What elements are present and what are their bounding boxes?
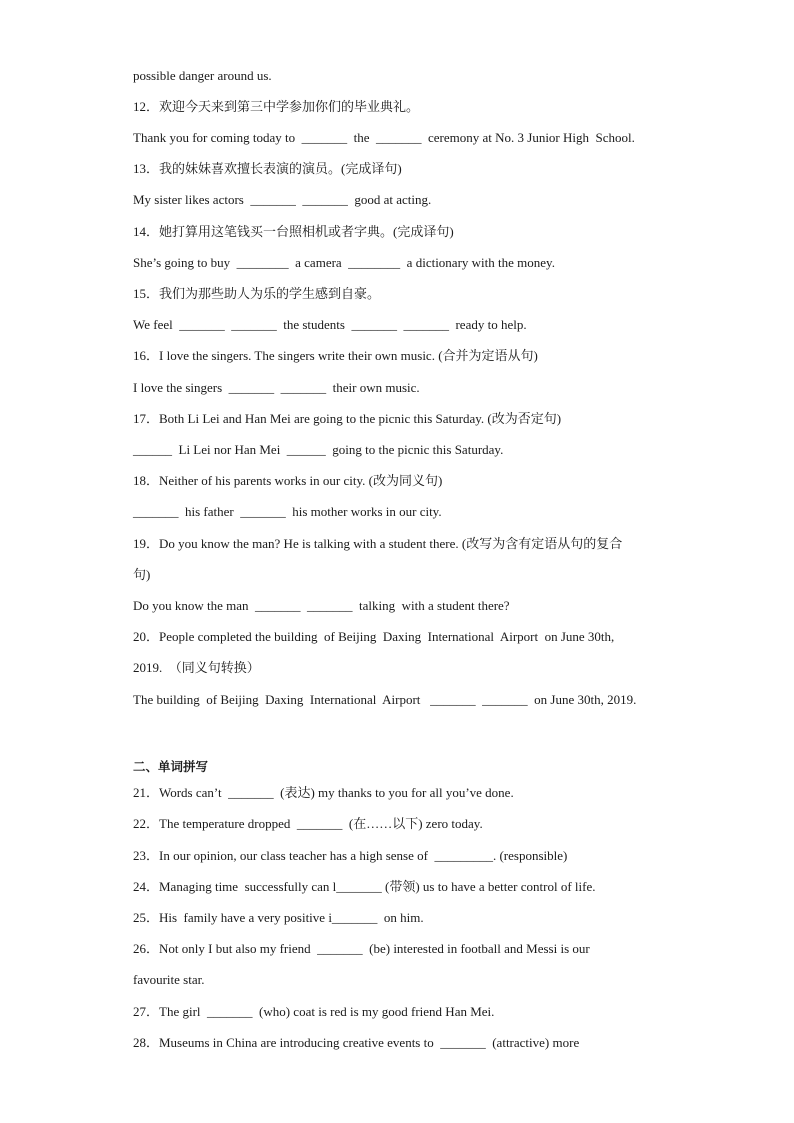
- answer-18: _______ his father _______ his mother works in our city.: [133, 504, 442, 519]
- question-13: 13．我的妹妹喜欢擅长表演的演员。(完成译句): [133, 161, 402, 176]
- answer-15: We feel _______ _______ the students _______ _______ ready to help.: [133, 317, 527, 332]
- question-12: 12．欢迎今天来到第三中学参加你们的毕业典礼。: [133, 99, 420, 114]
- question-18: 18．Neither of his parents works in our city. (改为同义句): [133, 473, 443, 488]
- question-22: 22．The temperature dropped _______ (在……以下) zero today.: [133, 816, 483, 831]
- question-19-cont: 句): [133, 567, 151, 582]
- question-21: 21．Words can’t _______ (表达) my thanks to you for all you’ve done.: [133, 785, 514, 800]
- question-16: 16．I love the singers. The singers write their own music. (合并为定语从句): [133, 348, 538, 363]
- answer-14: She’s going to buy ________ a camera ________ a dictionary with the money.: [133, 255, 555, 270]
- answer-17: ______ Li Lei nor Han Mei ______ going to the picnic this Saturday.: [133, 442, 504, 457]
- question-15: 15．我们为那些助人为乐的学生感到自豪。: [133, 286, 381, 301]
- question-26-cont: favourite star.: [133, 972, 205, 987]
- answer-12: Thank you for coming today to _______ the _______ ceremony at No. 3 Junior High School.: [133, 130, 635, 145]
- question-17: 17．Both Li Lei and Han Mei are going to the picnic this Saturday. (改为否定句): [133, 411, 562, 426]
- question-24: 24．Managing time successfully can l_______ (带领) us to have a better control of life.: [133, 879, 596, 894]
- question-19: 19．Do you know the man? He is talking with a student there. (改写为含有定语从句的复合: [133, 536, 623, 551]
- answer-16: I love the singers _______ _______ their own music.: [133, 380, 420, 395]
- answer-19: Do you know the man _______ _______ talking with a student there?: [133, 598, 510, 613]
- question-28: 28．Museums in China are introducing creative events to _______ (attractive) more: [133, 1035, 580, 1050]
- question-14: 14．她打算用这笔钱买一台照相机或者字典。(完成译句): [133, 224, 454, 239]
- question-20-cont: 2019. （同义句转换）: [133, 660, 260, 675]
- answer-20: The building of Beijing Daxing International Airport _______ _______ on June 30th, 2019.: [133, 692, 637, 707]
- question-27: 27．The girl _______ (who) coat is red is my good friend Han Mei.: [133, 1004, 495, 1019]
- answer-13: My sister likes actors _______ _______ good at acting.: [133, 192, 432, 207]
- question-20: 20．People completed the building of Beijing Daxing International Airport on June 30th,: [133, 629, 615, 644]
- question-23: 23．In our opinion, our class teacher has a high sense of _________. (responsible): [133, 848, 568, 863]
- question-25: 25．His family have a very positive i_______ on him.: [133, 910, 424, 925]
- line-1: possible danger around us.: [133, 68, 272, 83]
- section-heading: 二、单词拼写: [133, 759, 209, 774]
- question-26: 26．Not only I but also my friend _______ (be) interested in football and Messi is our: [133, 941, 590, 956]
